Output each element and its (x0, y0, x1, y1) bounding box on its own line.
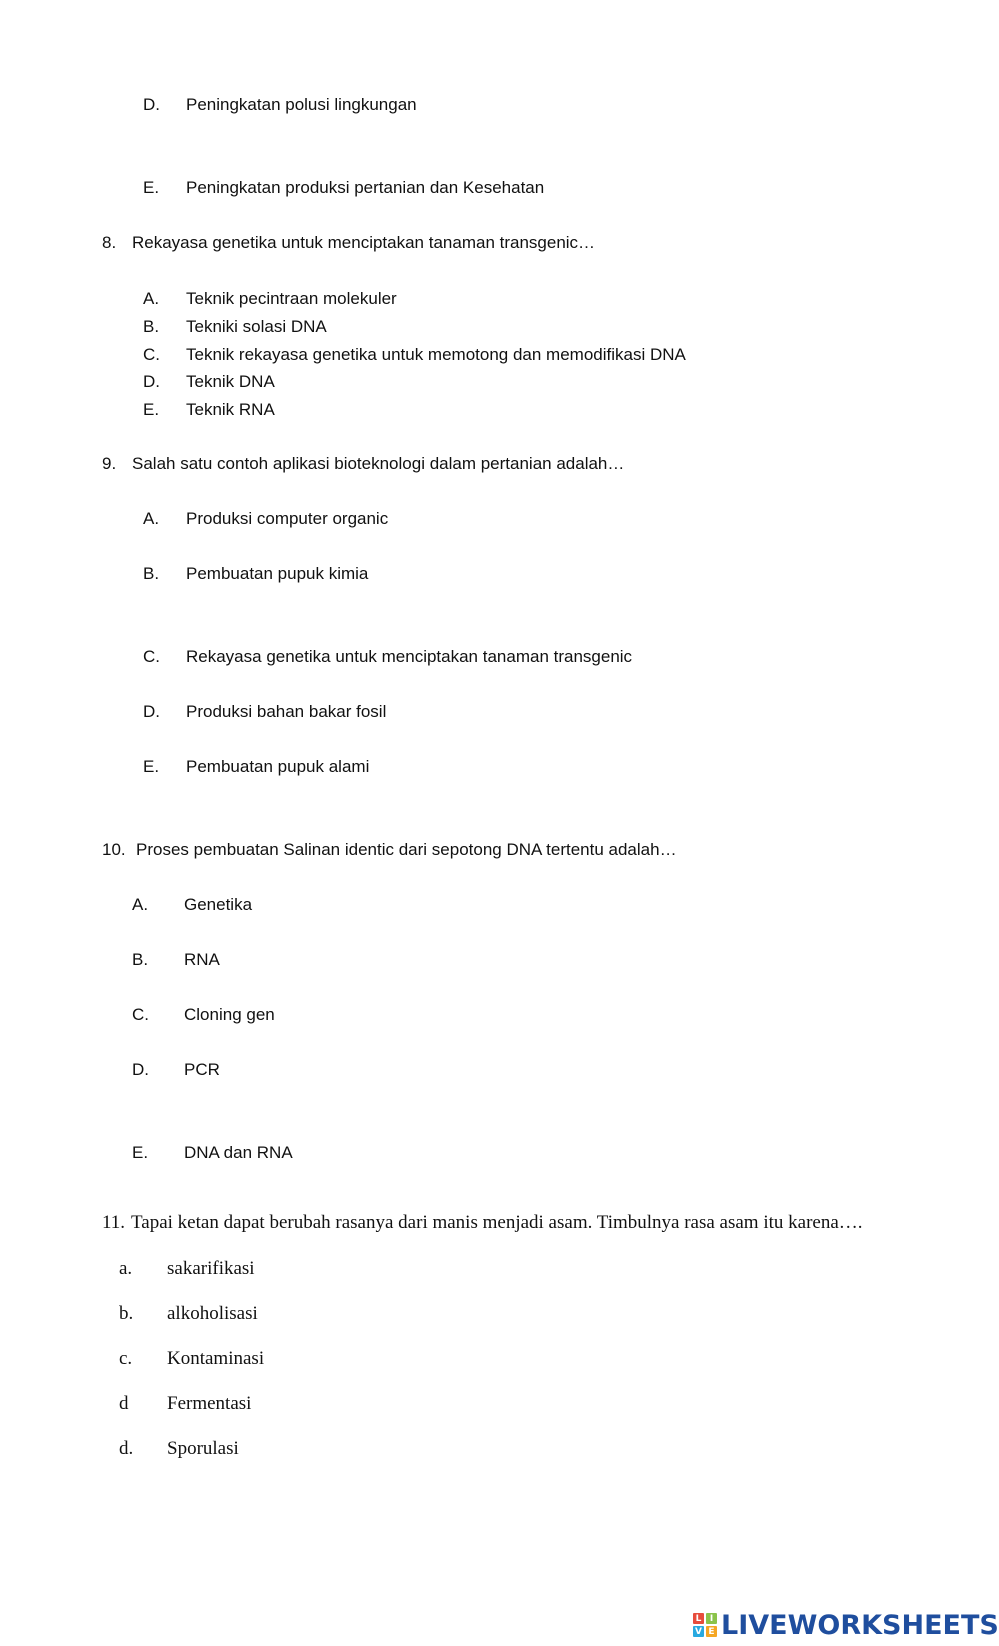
option-text: Fermentasi (167, 1393, 252, 1414)
option-label: E. (143, 400, 160, 419)
option-text: Cloning gen (184, 1005, 275, 1024)
question-text: Proses pembuatan Salinan identic dari sepotong DNA tertentu adalah… (136, 840, 677, 859)
option-label: a. (119, 1258, 133, 1279)
option-label: B. (143, 317, 160, 336)
option-label: E. (143, 178, 160, 197)
question-text: Tapai ketan dapat berubah rasanya dari manis menjadi asam. Timbulnya rasa asam itu karena…. (131, 1212, 863, 1233)
option-text: DNA dan RNA (184, 1143, 293, 1162)
question-number: 8. (102, 233, 117, 252)
option-text: Peningkatan polusi lingkungan (186, 95, 417, 114)
option-label: c. (119, 1348, 133, 1369)
option-text: Sporulasi (167, 1438, 239, 1459)
logo-cell: E (706, 1626, 717, 1637)
logo-cell: L (693, 1613, 704, 1624)
liveworksheets-logo (693, 1608, 999, 1642)
option-text: PCR (184, 1060, 220, 1079)
option-text: Pembuatan pupuk kimia (186, 564, 369, 583)
option-text: sakarifikasi (167, 1258, 255, 1279)
option-label: D. (143, 702, 160, 721)
option-text: Rekayasa genetika untuk menciptakan tanaman transgenic (186, 647, 633, 666)
option-label: A. (132, 895, 149, 914)
option-text: Tekniki solasi DNA (186, 317, 327, 336)
logo-icon (693, 1613, 717, 1637)
option-text: Teknik DNA (186, 372, 275, 391)
option-label: C. (132, 1005, 149, 1024)
option-label: D. (132, 1060, 149, 1079)
logo-wordmark: LIVEWORKSHEETS (721, 1609, 999, 1641)
option-text: Produksi computer organic (186, 509, 389, 528)
option-label: D. (143, 95, 160, 114)
option-label: B. (143, 564, 160, 583)
option-text: RNA (184, 950, 220, 969)
question-number: 10. (102, 840, 126, 859)
option-label: C. (143, 345, 160, 364)
option-label: B. (132, 950, 149, 969)
option-label: A. (143, 509, 160, 528)
question-text: Rekayasa genetika untuk menciptakan tanaman transgenic… (132, 233, 596, 252)
logo-cell: V (693, 1626, 704, 1637)
option-label: D. (143, 372, 160, 391)
option-label: E. (132, 1143, 149, 1162)
option-label: d. (119, 1438, 134, 1459)
question-number: 11. (102, 1212, 126, 1233)
option-label: A. (143, 289, 160, 308)
option-text: alkoholisasi (167, 1303, 258, 1324)
option-text: Teknik pecintraan molekuler (186, 289, 397, 308)
option-text: Teknik RNA (186, 400, 275, 419)
option-text: Kontaminasi (167, 1348, 265, 1369)
logo-cell: I (706, 1613, 717, 1624)
option-text: Pembuatan pupuk alami (186, 757, 370, 776)
option-text: Peningkatan produksi pertanian dan Kesehatan (186, 178, 545, 197)
option-text: Teknik rekayasa genetika untuk memotong dan memodifikasi DNA (186, 345, 686, 364)
question-text: Salah satu contoh aplikasi bioteknologi dalam pertanian adalah… (132, 454, 625, 473)
option-label: d (119, 1393, 129, 1414)
option-text: Produksi bahan bakar fosil (186, 702, 387, 721)
option-text: Genetika (184, 895, 253, 914)
option-label: E. (143, 757, 160, 776)
option-label: b. (119, 1303, 134, 1324)
question-number: 9. (102, 454, 117, 473)
option-label: C. (143, 647, 160, 666)
